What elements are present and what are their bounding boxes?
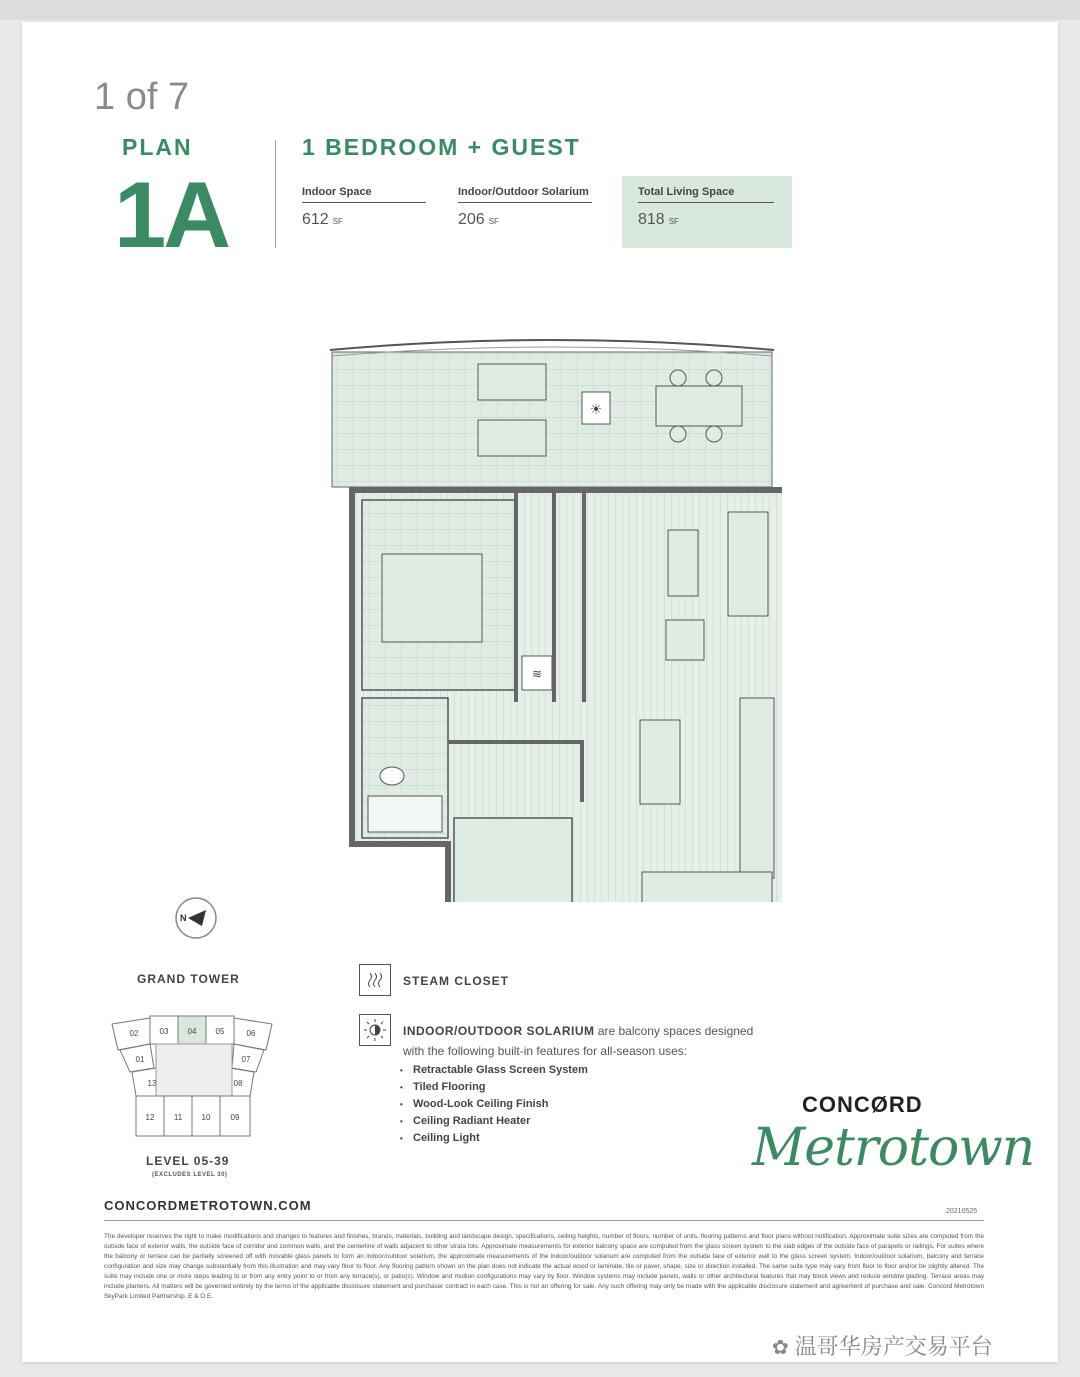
key-unit: 07 <box>241 1055 251 1064</box>
key-unit: 05 <box>215 1027 225 1036</box>
unit-type-title: 1 BEDROOM + GUEST <box>302 134 581 160</box>
feature-item: • Wood-Look Ceiling Finish <box>400 1096 588 1113</box>
plan-number: 1A <box>114 162 229 267</box>
page-counter: 1 of 7 <box>94 76 190 118</box>
indoor-space-stat <box>302 186 426 229</box>
svg-text:☀: ☀ <box>589 401 603 417</box>
floor-plan-drawing <box>322 322 782 902</box>
key-unit: 11 <box>173 1113 183 1122</box>
legal-disclaimer: The developer reserves the right to make modifications and changes to features and finishes, brands, materials, building and landscape design, specifications, ceiling heights, number of floors, number of units, flooring patterns and floor plans without notification. Approximate suite sizes are computed from the outside face of exterior walls, the outside face of corridor and common walls, and the centerline of walls adjacent to other strata lots. Approximate measurements for exterior balcony space are computed from the glass screen system to the slab edges of the outside face of parapets or railings. For suites where the balcony or terrace can be partially screened off with movable glass panels to form an indoor/outdoor solarium, the approximate measurements of the indoor/outdoor solarium are computed from the outside face of exterior wall to the glass screen system. Indoor/outdoor solarium, balcony and terrace configuration and size may change substantially from this illustration and may vary floor to floor. Any flooring pattern shown on the plan does not indicate the actual wood or laminate, tile or paver, shape, size or direction installed. The same suite type may vary from floor to floor and/or be slightly altered. The suite may include one or more steps leading to or from any entry point to or from any terrace(s), or patio(s). Window and mullion configurations may vary by floor. Window systems may include panels, walls or other architectural features that may block views and reduce window glazing. Terrace areas may include planters. All matters will be governed entirely by the terms of the applicable disclosure statement and purchaser contract in each case. This is not an offering for sale. Any such offering may only be made with the applicable disclosure statement and agreement of purchase and sale. Concord Metrotown SkyPark Limited Partnership. E & O.E. <box>104 1233 984 1300</box>
solarium-line-2: with the following built-in features for all-season uses: <box>403 1044 688 1058</box>
solarium-icon <box>359 1014 391 1046</box>
key-plan-map <box>110 1010 280 1140</box>
plan-label: PLAN <box>122 134 193 160</box>
wechat-watermark <box>772 1330 993 1361</box>
header-divider <box>275 140 276 248</box>
feature-item: • Ceiling Radiant Heater <box>400 1113 588 1130</box>
solarium-unit: SF <box>488 217 499 226</box>
date-code: 20210525 <box>946 1208 978 1215</box>
indoor-space-value: 612 <box>302 211 329 228</box>
indoor-space-unit: SF <box>332 217 343 226</box>
solarium-heading: INDOOR/OUTDOOR SOLARIUM <box>403 1024 595 1038</box>
key-unit: 10 <box>201 1113 211 1122</box>
solarium-stat <box>458 186 592 229</box>
solarium-line-1: are balcony spaces designed <box>594 1024 754 1038</box>
website-link[interactable]: CONCORDMETROTOWN.COM <box>104 1198 312 1213</box>
total-space-unit: SF <box>668 217 679 226</box>
key-unit: 13 <box>147 1079 157 1088</box>
feature-item: • Retractable Glass Screen System <box>400 1062 588 1079</box>
floor-plan-page <box>22 22 1058 1362</box>
total-space-stat <box>638 186 774 229</box>
total-space-value: 818 <box>638 211 665 228</box>
solarium-description <box>403 1021 823 1061</box>
top-bar <box>0 0 1080 20</box>
level-note: (EXCLUDES LEVEL 30) <box>152 1172 228 1178</box>
key-plan-title: GRAND TOWER <box>137 972 240 986</box>
steam-closet-label: STEAM CLOSET <box>403 974 510 988</box>
steam-closet-icon <box>359 964 391 996</box>
solarium-area <box>330 340 774 487</box>
solarium-label: Indoor/Outdoor Solarium <box>458 186 592 203</box>
key-unit: 12 <box>145 1113 155 1122</box>
feature-item: • Ceiling Light <box>400 1130 588 1147</box>
suite-interior <box>352 490 782 902</box>
key-unit: 03 <box>159 1027 169 1036</box>
brand-script-logo: Metrotown <box>752 1118 1035 1178</box>
indoor-space-label: Indoor Space <box>302 186 426 203</box>
watermark-text: 温哥华房产交易平台 <box>794 1334 993 1359</box>
key-unit-highlight: 04 <box>187 1027 197 1036</box>
level-range: LEVEL 05-39 <box>146 1154 230 1168</box>
key-unit: 02 <box>129 1029 139 1038</box>
footer-divider <box>104 1220 984 1221</box>
solarium-feature-list <box>400 1062 588 1147</box>
key-unit: 09 <box>230 1113 240 1122</box>
total-space-label: Total Living Space <box>638 186 774 203</box>
key-unit: 01 <box>135 1055 145 1064</box>
solarium-value: 206 <box>458 211 485 228</box>
key-unit: 08 <box>233 1079 243 1088</box>
north-arrow-icon <box>172 894 220 942</box>
wechat-icon: ✿ <box>772 1337 789 1359</box>
north-label: N <box>180 913 187 923</box>
feature-item: • Tiled Flooring <box>400 1079 588 1096</box>
key-unit: 06 <box>246 1029 256 1038</box>
brand-logo: CONCØRD <box>802 1092 923 1117</box>
svg-text:≋: ≋ <box>531 667 543 681</box>
